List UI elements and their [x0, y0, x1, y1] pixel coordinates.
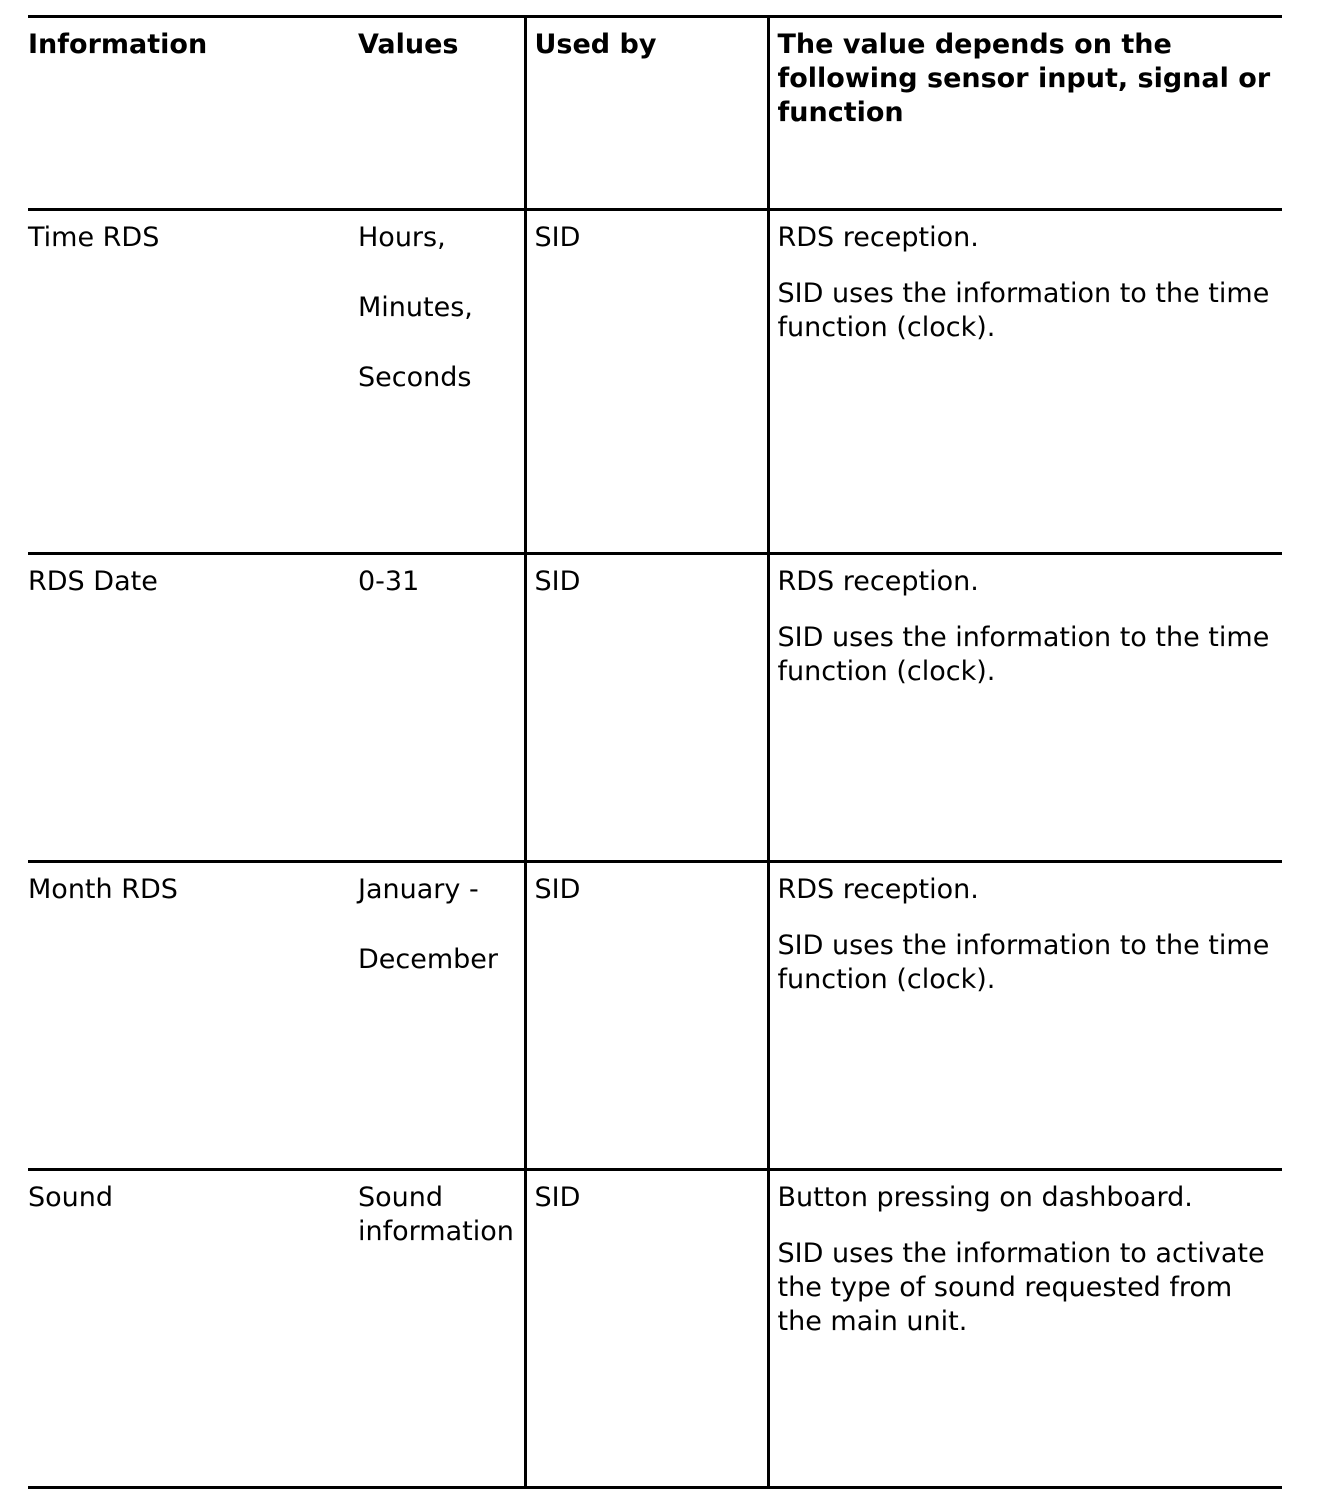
cell-depends-on — [768, 1170, 1282, 1488]
value-line: Seconds — [358, 362, 472, 393]
header-values: Values — [350, 17, 525, 210]
cell-values — [350, 210, 525, 554]
cell-depends-on — [768, 210, 1282, 554]
value-line: Hours, — [358, 222, 446, 253]
cell-information: RDS Date — [28, 554, 350, 862]
cell-information: Month RDS — [28, 862, 350, 1170]
header-used-by: Used by — [525, 17, 768, 210]
depends-paragraph: RDS reception. — [777, 222, 979, 253]
value-line: 0-31 — [358, 566, 420, 597]
depends-paragraph: RDS reception. — [777, 874, 979, 905]
cell-values — [350, 1170, 525, 1488]
value-line: December — [358, 944, 499, 975]
table-header — [28, 17, 1282, 210]
value-line: Minutes, — [358, 292, 473, 323]
cell-values — [350, 554, 525, 862]
cell-information: Sound — [28, 1170, 350, 1488]
cell-used-by: SID — [525, 1170, 768, 1488]
cell-values — [350, 862, 525, 1170]
depends-paragraph: SID uses the information to the time function (clock). — [777, 622, 1270, 687]
value-line: January - — [358, 874, 479, 905]
header-depends-on: The value depends on the following sensor input, signal or function — [768, 17, 1282, 210]
table-row — [28, 210, 1282, 554]
header-information: Information — [28, 17, 350, 210]
table-row — [28, 862, 1282, 1170]
depends-paragraph: RDS reception. — [777, 566, 979, 597]
table-row — [28, 1170, 1282, 1488]
cell-used-by: SID — [525, 210, 768, 554]
cell-information: Time RDS — [28, 210, 350, 554]
header-row — [28, 17, 1282, 210]
table-body — [28, 210, 1282, 1488]
cell-depends-on — [768, 862, 1282, 1170]
cell-used-by: SID — [525, 862, 768, 1170]
information-table — [28, 15, 1282, 1489]
cell-used-by: SID — [525, 554, 768, 862]
depends-paragraph: Button pressing on dashboard. — [777, 1182, 1193, 1213]
depends-paragraph: SID uses the information to the time function (clock). — [777, 930, 1270, 995]
cell-depends-on — [768, 554, 1282, 862]
depends-paragraph: SID uses the information to the time function (clock). — [777, 278, 1270, 343]
depends-paragraph: SID uses the information to activate the type of sound requested from the main unit. — [777, 1238, 1265, 1337]
table-row — [28, 554, 1282, 862]
value-line: Sound information — [358, 1182, 514, 1247]
